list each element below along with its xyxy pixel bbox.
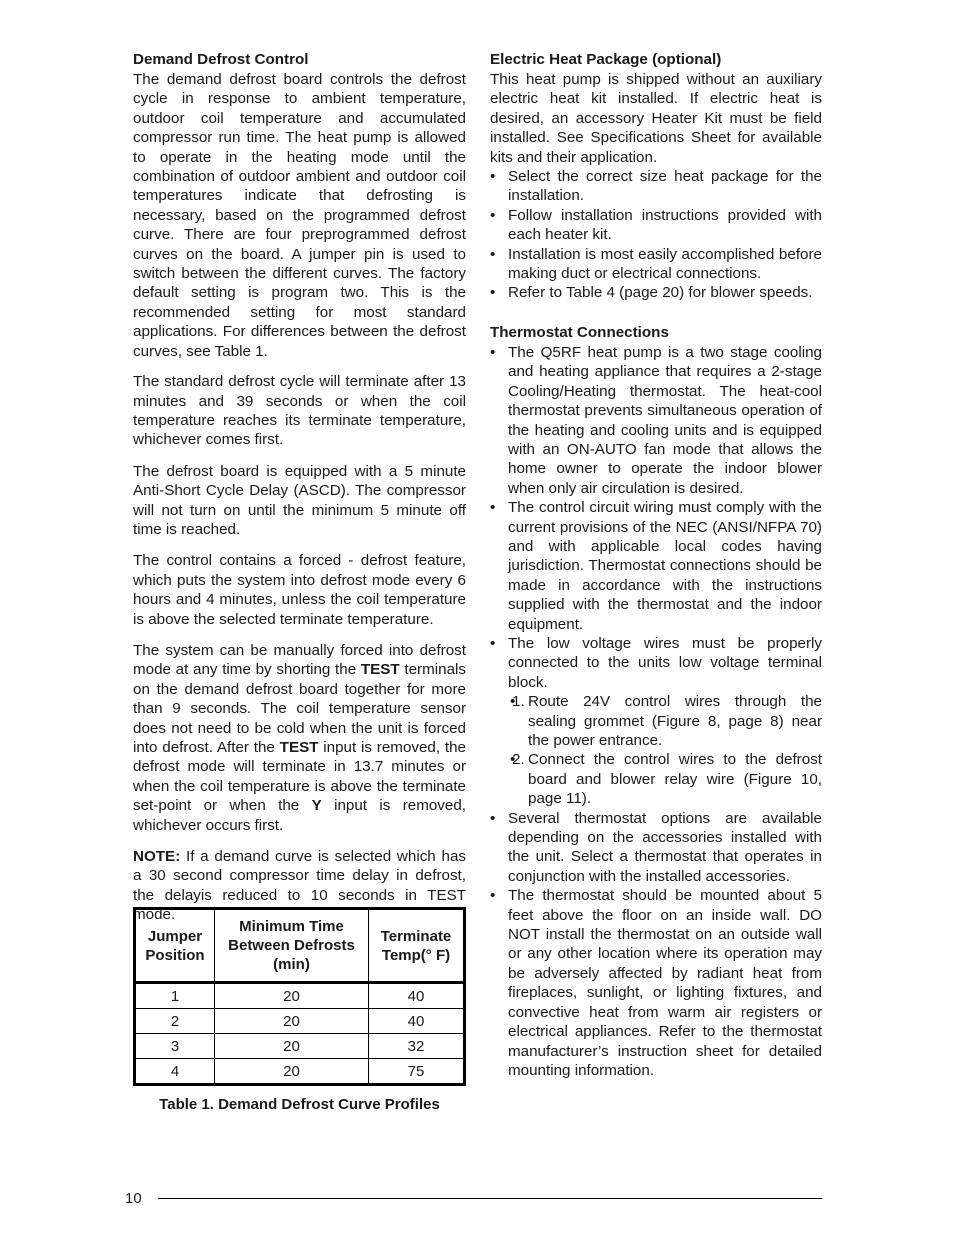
table-cell: 20: [215, 1009, 369, 1034]
list-item: • The thermostat should be mounted about 5 feet above the floor on an inside wall. DO NOT install the thermostat on an outside wall or any other location where its operation may be adversely affected by radiant heat from fireplaces, sunlight, or lighting fixtures, and convective heat from warm air registers or electrical appliances. Refer to the thermostat manufacturer’s instruction sheet for detailed mounting information.: [490, 886, 822, 1080]
table-cell: 2: [135, 1009, 215, 1034]
section-spacer: [490, 303, 822, 323]
table-cell: 1: [135, 983, 215, 1009]
step-number: • 2.: [512, 751, 525, 769]
demand-defrost-paragraph-5: The system can be manually forced into defrost mode at any time by shorting the TEST terminals on the demand defrost board together for more than 9 seconds. The coil temperature sensor does not need to be cold when the unit is forced into defrost. After the TEST input is removed, the defrost mode will terminate in 13.7 minutes or when the coil temperature is above the terminate set-point or when the Y input is removed, whichever occurs first.: [133, 641, 466, 834]
thermostat-bullet-list: [490, 343, 822, 1080]
table-row: [135, 1059, 465, 1085]
list-item: • Follow installation instructions provided with each heater kit.: [490, 206, 822, 245]
table-cell: 3: [135, 1034, 215, 1059]
table-cell: 20: [215, 983, 369, 1009]
table-cell: 75: [369, 1059, 465, 1085]
note-label: NOTE:: [133, 848, 181, 866]
list-item: [510, 750, 822, 808]
demand-defrost-paragraph-1: The demand defrost board controls the defrost cycle in response to ambient temperature, outdoor coil temperature and accumulated compressor run time. The heat pump is allowed to operate in the heating mode until the combination of outdoor ambient and outdoor coil temperatures indicate that defrosting is necessary, based on the programmed defrost curve. There are four preprogrammed defrost curves on the board. A jumper pin is used to switch between the different curves. The factory default setting is program two. This is the recommended setting for most standard applications. For differences between the defrost curves, see Table 1.: [133, 71, 466, 360]
page-number: 10: [125, 1190, 142, 1207]
list-item: [490, 634, 822, 809]
table-cell: 20: [215, 1034, 369, 1059]
table-row: [135, 983, 465, 1009]
table-cell: 32: [369, 1034, 465, 1059]
header-jumper-position: Jumper Position: [135, 909, 215, 983]
step-text: Connect the control wires to the defrost board and blower relay wire (Figure 10, page 11).: [528, 751, 822, 808]
table-caption: Table 1. Demand Defrost Curve Profiles: [159, 1096, 440, 1113]
right-column: [490, 50, 822, 1080]
note-text: If a demand curve is selected which has a 30 second compressor time delay in defrost, the delayis reduced to 10 seconds in TEST mode.: [133, 848, 466, 924]
table-row: [135, 1009, 465, 1034]
header-minimum-time: Minimum Time Between Defrosts (min): [215, 909, 369, 983]
list-item-text: The low voltage wires must be properly connected to the units low voltage terminal block.: [508, 634, 822, 691]
list-item: [510, 692, 822, 750]
footer-rule: [158, 1198, 822, 1199]
electric-heat-heading: Electric Heat Package (optional): [490, 51, 722, 68]
step-number: • 1.: [512, 693, 525, 711]
left-column: [133, 50, 466, 937]
header-terminate-temp: Terminate Temp(° F): [369, 909, 465, 983]
wiring-steps-list: [508, 692, 822, 808]
table-cell: 4: [135, 1059, 215, 1085]
demand-defrost-paragraph-4: The control contains a forced - defrost feature, which puts the system into defrost mode every 6 hours and 4 minutes, unless the coil temperature is above the selected terminate temperature.: [133, 552, 466, 628]
list-item: • Refer to Table 4 (page 20) for blower speeds.: [490, 283, 822, 302]
table-header-row: [135, 909, 465, 983]
electric-heat-paragraph: This heat pump is shipped without an auxiliary electric heat kit installed. If electric heat is desired, an accessory Heater Kit must be field installed. See Specifications Sheet for available kits and their application.: [490, 71, 822, 166]
defrost-curve-table: [133, 907, 466, 1086]
list-item: • The Q5RF heat pump is a two stage cooling and heating appliance that requires a 2-stage Cooling/Heating thermostat. The heat-cool thermostat prevents simultaneous operation of the heating and cooling units and is equipped with an ON-AUTO fan mode that allows the home owner to operate the indoor blower when only air circulation is desired.: [490, 343, 822, 498]
step-text: Route 24V control wires through the sealing grommet (Figure 8, page 8) near the power entrance.: [528, 693, 822, 749]
thermostat-connections-heading: Thermostat Connections: [490, 323, 669, 341]
demand-defrost-paragraph-3: The defrost board is equipped with a 5 minute Anti-Short Cycle Delay (ASCD). The compressor will not turn on until the minimum 5 minute off time is reached.: [133, 462, 466, 538]
demand-defrost-heading: Demand Defrost Control: [133, 51, 309, 68]
table-row: [135, 1034, 465, 1059]
list-item: • Several thermostat options are available depending on the accessories installed with the unit. Select a thermostat that operates in conjunction with the installed accessories.: [490, 809, 822, 887]
list-item: • Installation is most easily accomplished before making duct or electrical connections.: [490, 245, 822, 284]
electric-heat-bullet-list: [490, 167, 822, 303]
list-item: • Select the correct size heat package for the installation.: [490, 167, 822, 206]
table-cell: 40: [369, 1009, 465, 1034]
table-cell: 40: [369, 983, 465, 1009]
demand-defrost-paragraph-2: The standard defrost cycle will terminate after 13 minutes and 39 seconds or when the coil temperature reaches its terminate temperature, whichever comes first.: [133, 373, 466, 449]
list-item: • The control circuit wiring must comply with the current provisions of the NEC (ANSI/NFPA 70) and with applicable local codes having jurisdiction. Thermostat connections should be made in accordance with the instructions supplied with the thermostat and the indoor equipment.: [490, 498, 822, 634]
table-cell: 20: [215, 1059, 369, 1085]
